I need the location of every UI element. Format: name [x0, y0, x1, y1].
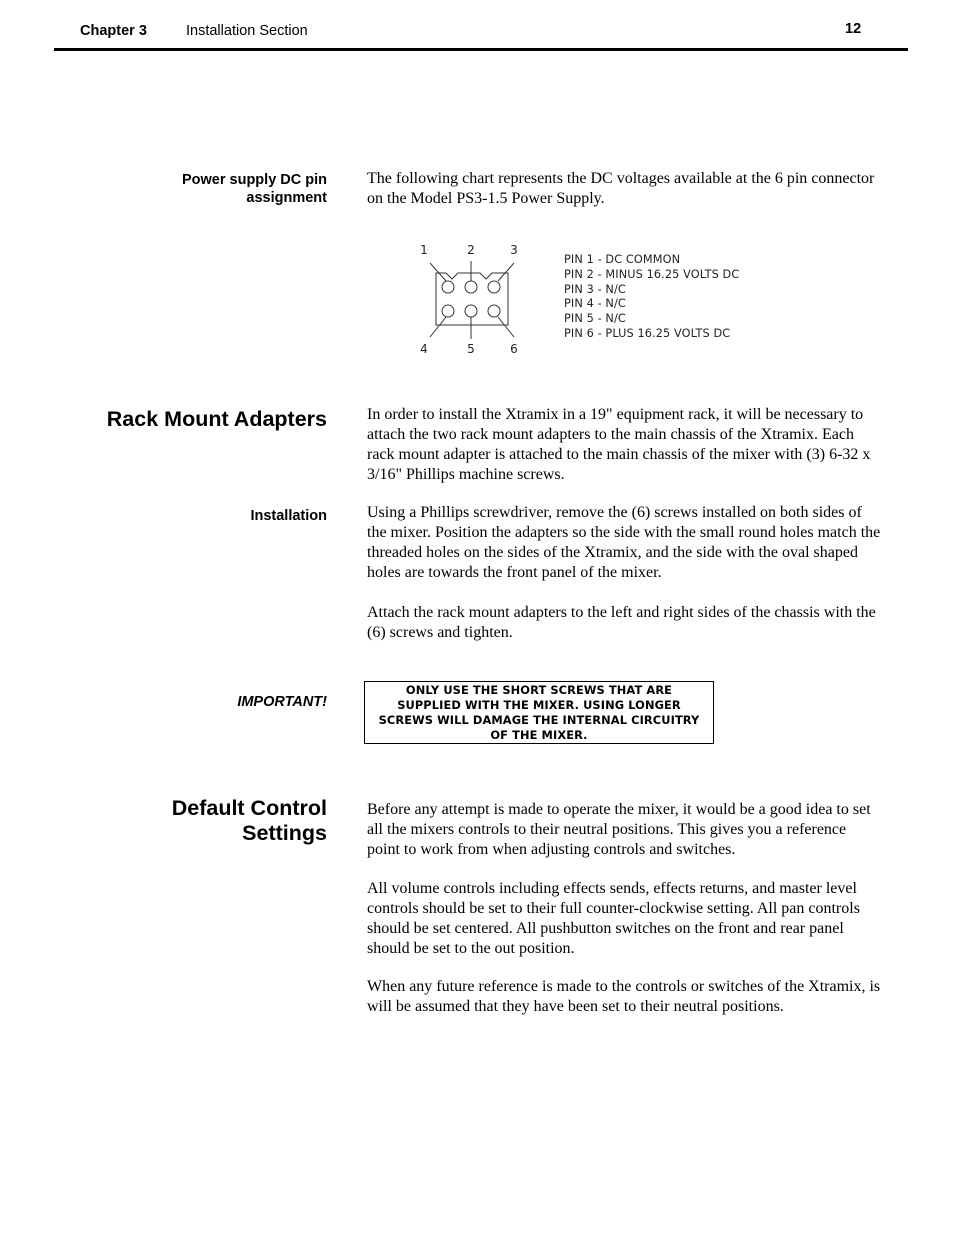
installation-paragraph-2: Attach the rack mount adapters to the left and right sides of the chassis with the (6) screws and tighten. [367, 604, 876, 641]
section-title: Installation Section [186, 23, 308, 39]
important-label: IMPORTANT! [237, 694, 327, 710]
power-supply-heading: Power supply DC pin assignment [181, 172, 327, 206]
pin-hole-2 [465, 281, 477, 293]
important-note-box [364, 681, 714, 744]
default-controls-paragraph-3: When any future reference is made to the controls or switches of the Xtramix, is will be assumed that they have been set to their neutral positions. [367, 978, 881, 1015]
pin-hole-3 [488, 281, 500, 293]
leader-line-3 [498, 263, 514, 281]
installation-heading: Installation [250, 508, 327, 524]
pin-hole-1 [442, 281, 454, 293]
pin-assignment-list [564, 253, 739, 342]
power-supply-intro: The following chart represents the DC voltages available at the 6 pin connector on the Model PS3-1.5 Power Supply. [367, 170, 875, 207]
pin-number-6: 6 [510, 342, 518, 356]
pin-number-1: 1 [420, 243, 428, 257]
pin-assignment-6: PIN 6 - PLUS 16.25 VOLTS DC [564, 326, 731, 340]
pin-number-2: 2 [467, 243, 475, 257]
installation-paragraph-1: Using a Phillips screwdriver, remove the (6) screws installed on both sides of the mixer. Position the adapters so the side with the small round holes match the threaded holes on the sides of the Xtramix, and the side with the oval shaped holes are towards the front panel of the mixer. [367, 504, 881, 581]
header-rule [54, 48, 908, 51]
rack-mount-intro: In order to install the Xtramix in a 19" equipment rack, it will be necessary to attach the two rack mount adapters to the main chassis of the Xtramix. Each rack mount adapter is attached to the main chassis of the mixer with (3) 6-32 x 3/16" Phillips machine screws. [367, 406, 871, 483]
pin-assignment-3: PIN 3 - N/C [564, 282, 626, 296]
default-controls-heading: Default Control Settings [171, 796, 327, 845]
pin-assignment-2: PIN 2 - MINUS 16.25 VOLTS DC [564, 267, 740, 281]
default-controls-paragraph-1: Before any attempt is made to operate the mixer, it would be a good idea to set all the mixers controls to their neutral positions. This gives you a reference point to work from when adjusting controls and switches. [367, 801, 871, 858]
page-number: 12 [845, 21, 862, 37]
pin-hole-5 [465, 305, 477, 317]
leader-line-6 [498, 317, 514, 337]
connector-diagram [418, 255, 528, 345]
pin-assignment-4: PIN 4 - N/C [564, 297, 626, 311]
important-note-text: ONLY USE THE SHORT SCREWS THAT ARE SUPPLIED WITH THE MIXER. USING LONGER SCREWS WILL DAMAGE THE INTERNAL CIRCUITRY OF THE MIXER. [378, 682, 700, 742]
leader-line-4 [430, 317, 446, 337]
rack-mount-heading: Rack Mount Adapters [106, 407, 327, 431]
pin-number-4: 4 [420, 342, 428, 356]
chapter-label: Chapter 3 [80, 23, 147, 39]
leader-line-1 [430, 263, 446, 281]
pin-hole-4 [442, 305, 454, 317]
pin-number-5: 5 [467, 342, 475, 356]
pin-assignment-1: PIN 1 - DC COMMON [564, 253, 681, 266]
pin-hole-6 [488, 305, 500, 317]
pin-assignment-5: PIN 5 - N/C [564, 312, 626, 326]
default-controls-paragraph-2: All volume controls including effects sends, effects returns, and master level controls should be set to their full counter-clockwise setting. All pan controls should be set centered. All pushbutton switches on the front and rear panel should be set to the out position. [367, 880, 860, 957]
pin-number-3: 3 [510, 243, 518, 257]
